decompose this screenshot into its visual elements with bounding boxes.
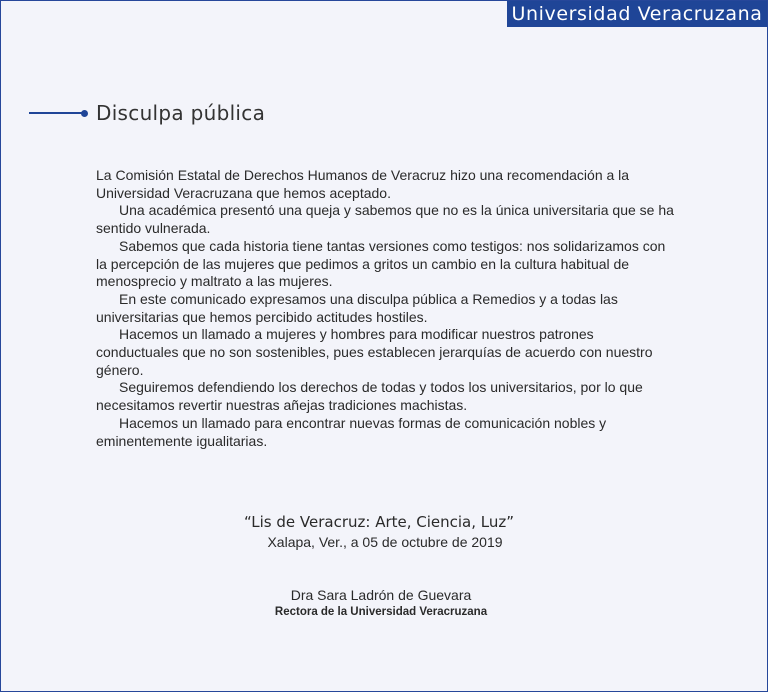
university-motto: “Lis de Veracruz: Arte, Ciencia, Luz” — [243, 513, 515, 531]
signer-role: Rectora de la Universidad Veracruzana — [274, 606, 488, 618]
paragraph-2: Una académica presentó una queja y sabemos que no es la única universitaria que se ha sentido vulnerada. — [96, 202, 674, 237]
paragraph-3: Sabemos que cada historia tiene tantas versiones como testigos: nos solidarizamos con la percepción de las mujeres que pedimos a gritos un cambio en la cultura habitual de menosprecio y maltrato a las mujeres. — [96, 237, 666, 290]
paragraph-5: Hacemos un llamado a mujeres y hombres para modificar nuestros patrones conductuales que no son sostenibles, pues establecen jerarquías de acuerdo con nuestro género. — [96, 326, 653, 378]
signer-name: Dra Sara Ladrón de Guevara — [290, 587, 472, 603]
paragraph-6: Seguiremos defendiendo los derechos de todas y todos los universitarios, por lo que necesitamos revertir nuestras añejas tradiciones machistas. — [96, 379, 643, 414]
place-date: Xalapa, Ver., a 05 de octubre de 2019 — [267, 534, 503, 550]
paragraph-7: Hacemos un llamado para encontrar nuevas formas de comunicación nobles y eminentemente igualitarias. — [96, 414, 607, 449]
statement-body — [96, 167, 676, 450]
page-title: Disculpa pública — [96, 101, 266, 125]
paragraph-4: En este comunicado expresamos una disculpa pública a Remedios y a todas las universitarias que hemos percibido actitudes hostiles. — [96, 290, 618, 325]
institution-banner: Universidad Veracruzana — [507, 1, 767, 27]
title-accent-line — [29, 112, 83, 114]
bullet-dot-icon — [81, 110, 88, 117]
paragraph-1: La Comisión Estatal de Derechos Humanos de Veracruz hizo una recomendación a la Universidad Veracruzana que hemos aceptado. — [96, 167, 630, 201]
title-row — [29, 101, 265, 125]
